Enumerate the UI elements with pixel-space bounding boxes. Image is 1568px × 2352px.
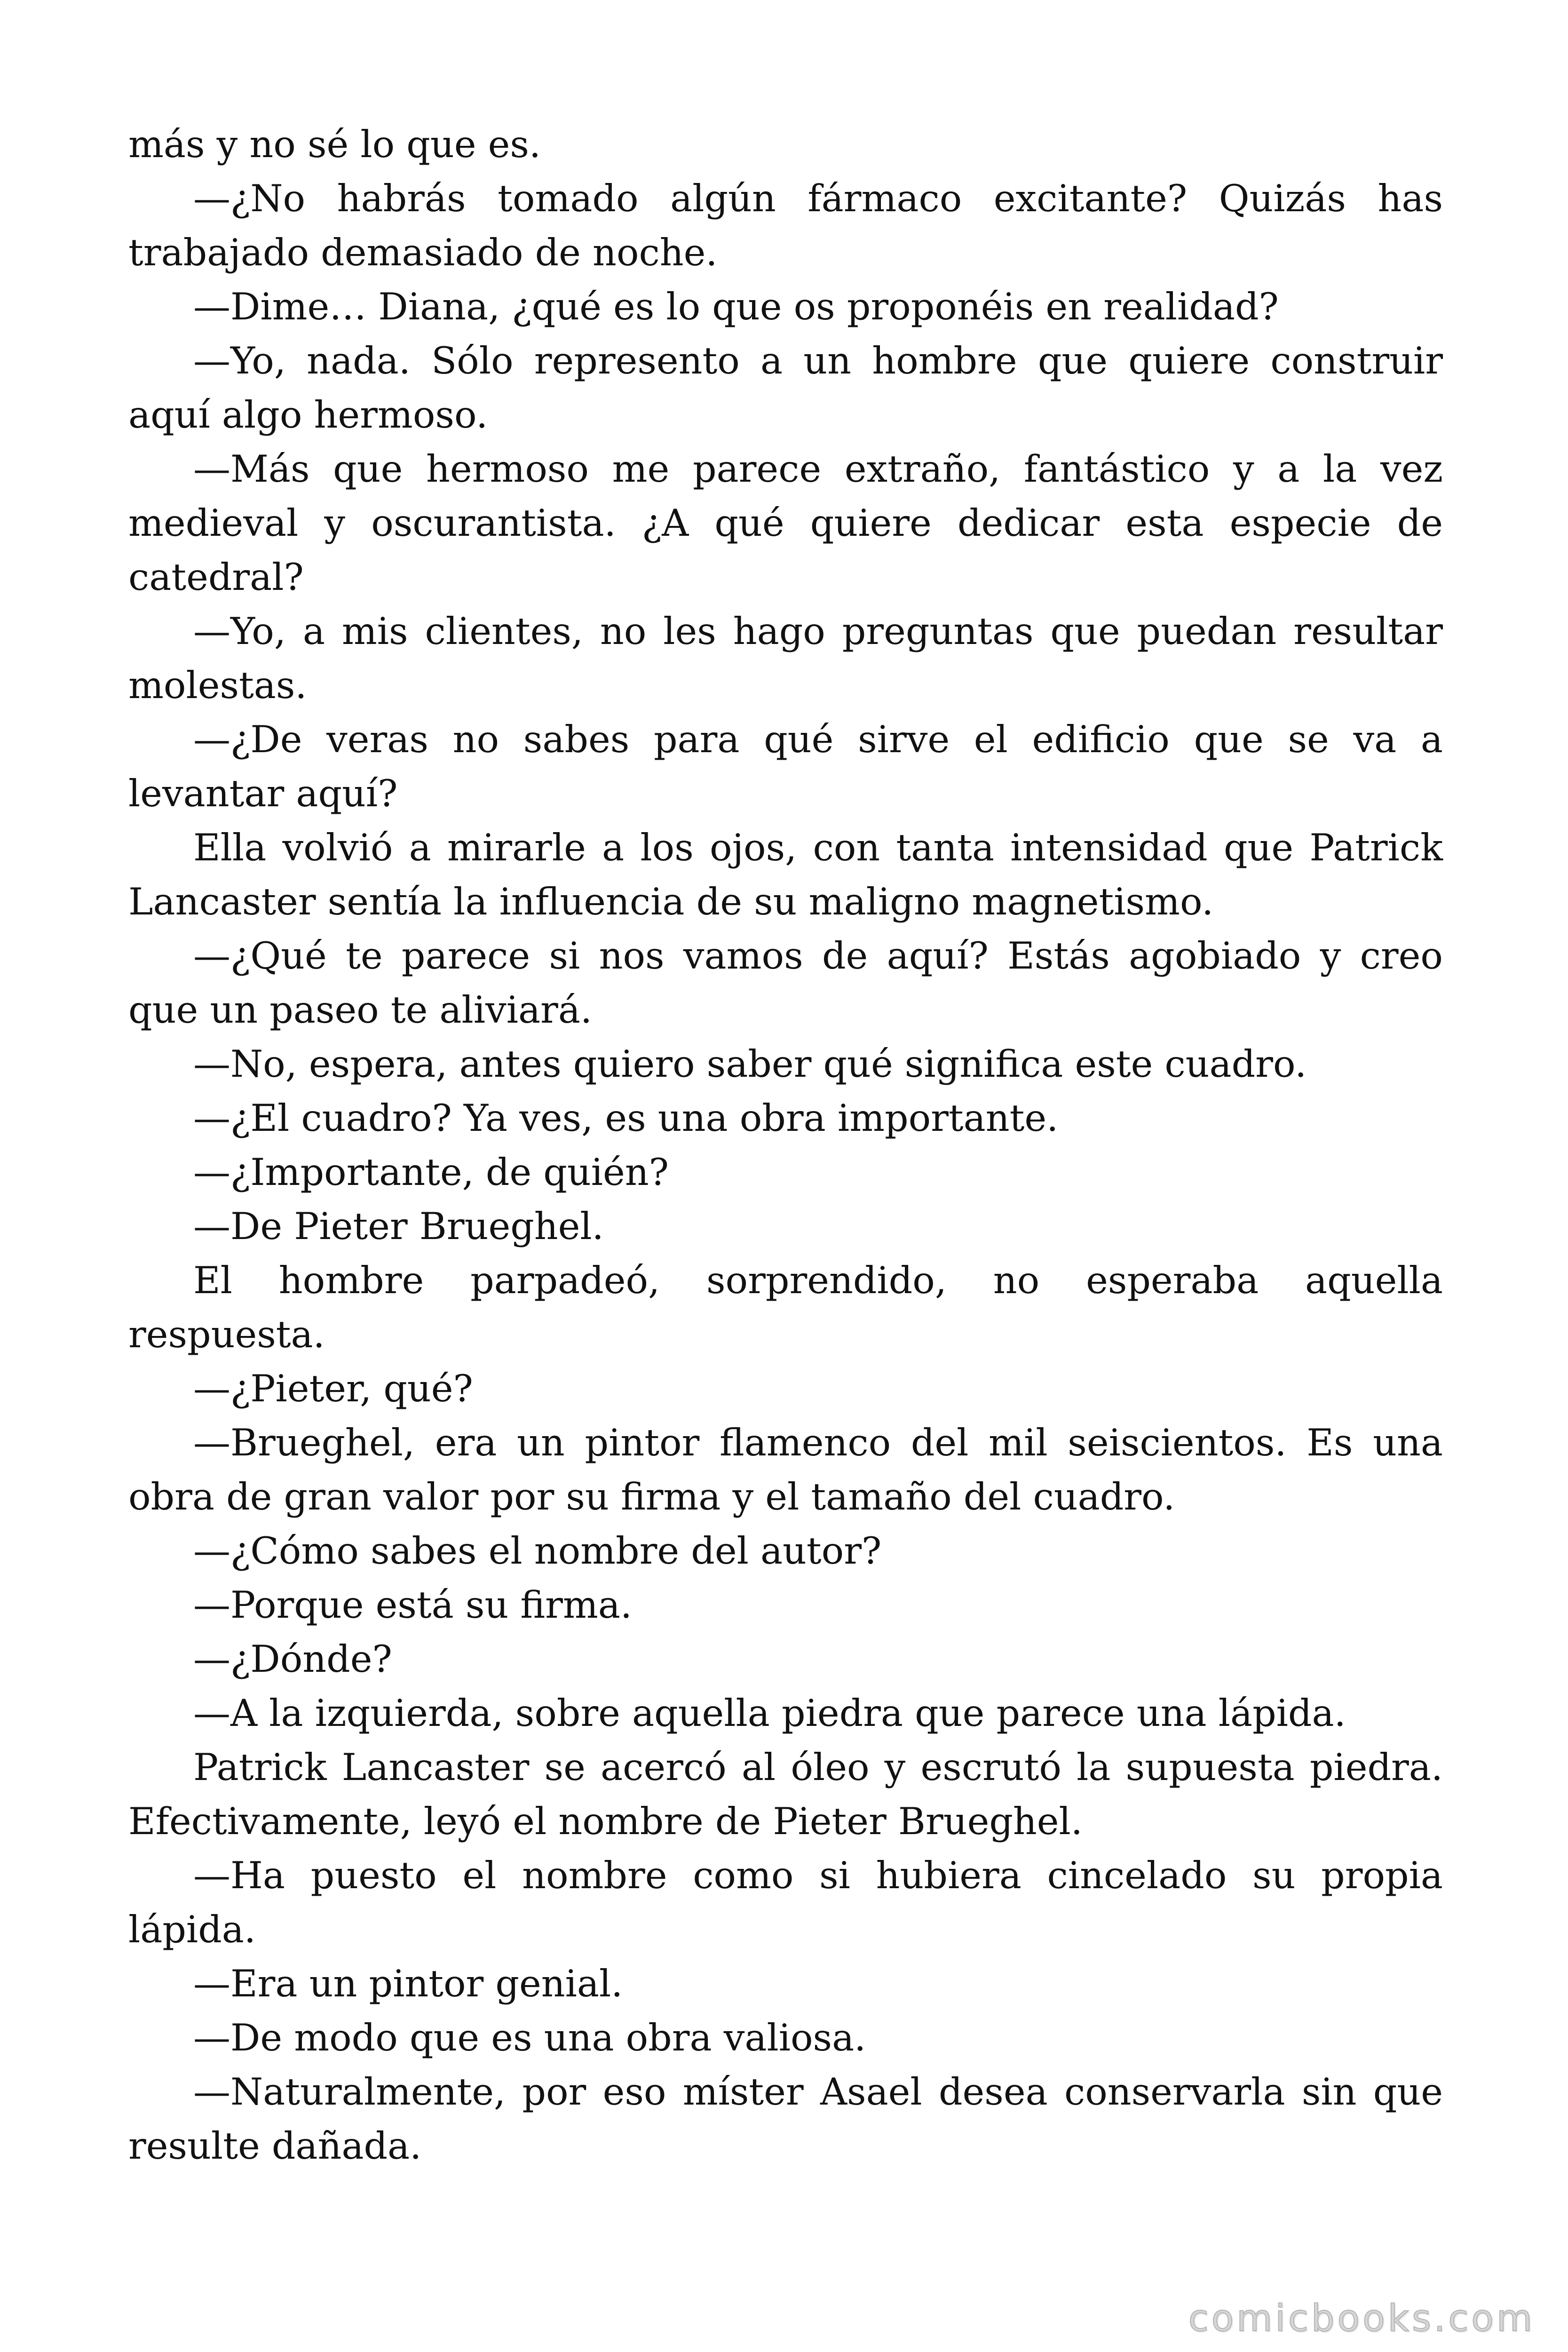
paragraph: —A la izquierda, sobre aquella piedra que parece una lápida. — [193, 1692, 1346, 1735]
paragraph: —¿Dónde? — [193, 1637, 392, 1681]
paragraph: —¿No habrás tomado algún fármaco excitante? Quizás has trabajado demasiado de noche. — [128, 177, 1443, 274]
paragraph: —Porque está su firma. — [193, 1583, 632, 1627]
paragraph: —Yo, a mis clientes, no les hago preguntas que puedan resultar molestas. — [128, 610, 1443, 707]
paragraph: —Ha puesto el nombre como si hubiera cincelado su propia lápida. — [128, 1854, 1443, 1951]
paragraph: —¿De veras no sabes para qué sirve el edificio que se va a levantar aquí? — [128, 718, 1443, 815]
paragraph: —¿Pieter, qué? — [193, 1367, 473, 1410]
paragraph: —Brueghel, era un pintor flamenco del mil seiscientos. Es una obra de gran valor por su firma y el tamaño del cuadro. — [128, 1421, 1443, 1518]
paragraph: —¿Importante, de quién? — [193, 1151, 669, 1194]
paragraph: —¿Cómo sabes el nombre del autor? — [193, 1529, 882, 1573]
paragraph: El hombre parpadeó, sorprendido, no esperaba aquella respuesta. — [128, 1259, 1443, 1356]
paragraph: —Naturalmente, por eso míster Asael desea conservarla sin que resulte dañada. — [128, 2070, 1443, 2168]
paragraph: —Más que hermoso me parece extraño, fantástico y a la vez medieval y oscurantista. ¿A qué quiere dedicar esta especie de catedral? — [128, 447, 1443, 599]
paragraph: —De modo que es una obra valiosa. — [193, 2016, 866, 2059]
paragraph: Patrick Lancaster se acercó al óleo y escrutó la supuesta piedra. Efectivamente, leyó el nombre de Pieter Brueghel. — [128, 1746, 1443, 1843]
watermark: comicbooks.com — [1188, 2297, 1535, 2340]
page-body — [128, 118, 1443, 2173]
paragraph: —Era un pintor genial. — [193, 1962, 623, 2005]
paragraph: —Dime… Diana, ¿qué es lo que os proponéis en realidad? — [193, 285, 1279, 328]
paragraph: más y no sé lo que es. — [128, 123, 541, 166]
paragraph: —De Pieter Brueghel. — [193, 1205, 604, 1248]
paragraph: —Yo, nada. Sólo represento a un hombre que quiere construir aquí algo hermoso. — [128, 339, 1443, 437]
paragraph: —No, espera, antes quiero saber qué significa este cuadro. — [193, 1042, 1307, 1086]
paragraph: Ella volvió a mirarle a los ojos, con tanta intensidad que Patrick Lancaster sentía la influencia de su maligno magnetismo. — [128, 826, 1443, 923]
paragraph: —¿El cuadro? Ya ves, es una obra importante. — [193, 1097, 1059, 1140]
paragraph: —¿Qué te parece si nos vamos de aquí? Estás agobiado y creo que un paseo te aliviará. — [128, 934, 1443, 1032]
